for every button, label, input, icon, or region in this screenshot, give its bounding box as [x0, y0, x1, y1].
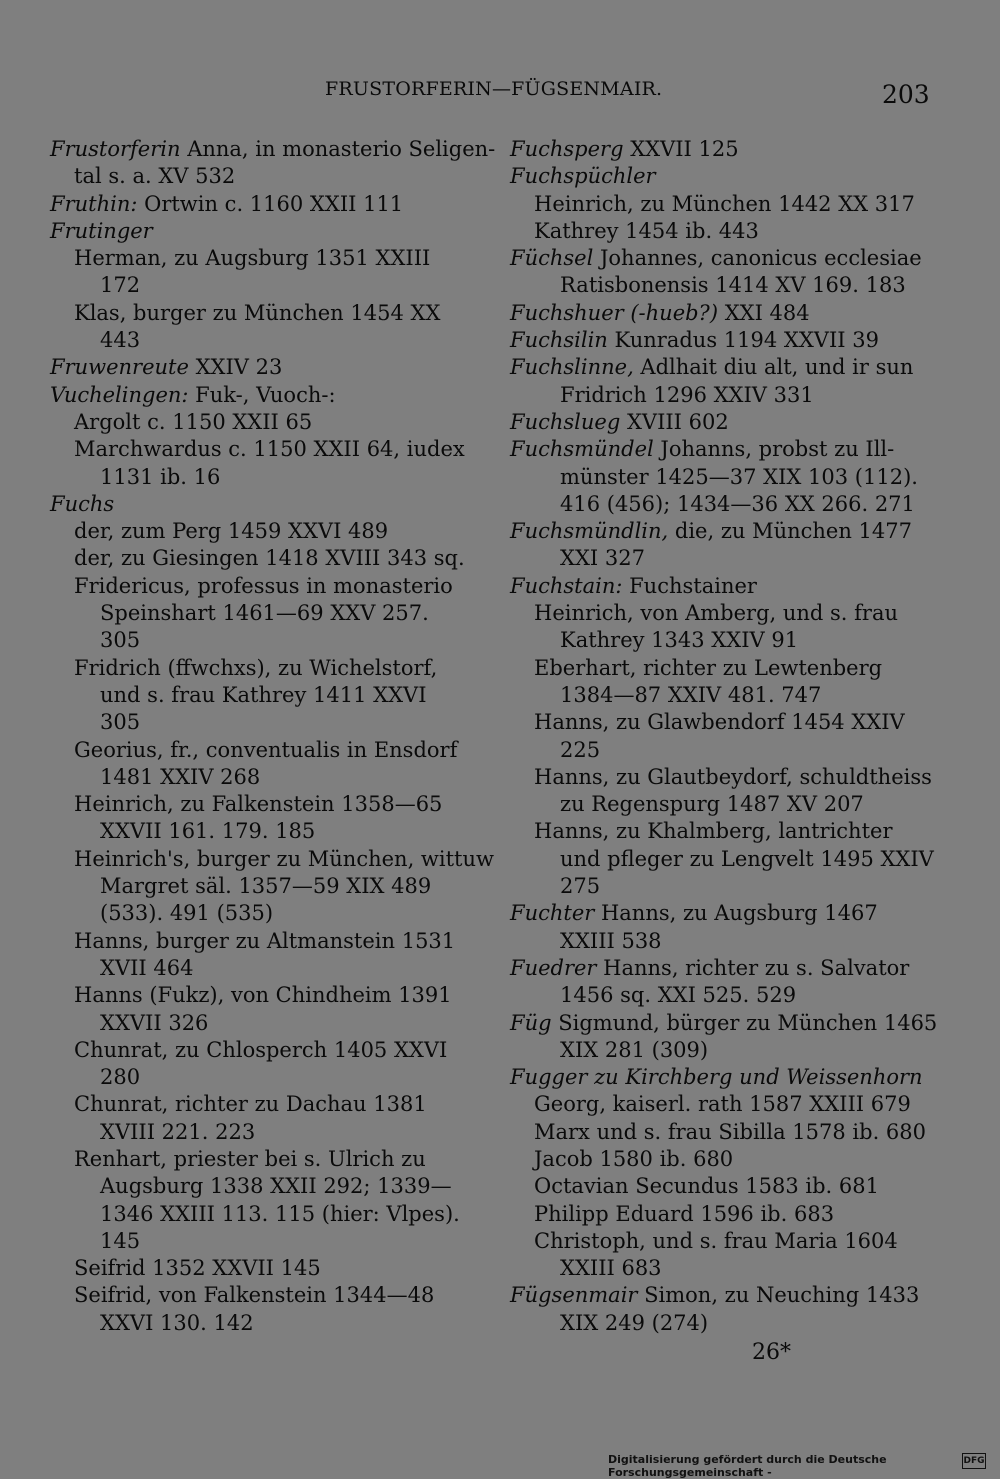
entry-text: Adlhait diu alt, und ir sun	[633, 355, 914, 380]
right-column	[510, 136, 938, 1337]
index-line	[50, 1255, 470, 1282]
index-line	[50, 900, 470, 927]
entry-text: Christoph, und s. frau Maria 1604	[534, 1228, 898, 1253]
entry-text: Margret säl. 1357—59 XIX 489	[100, 874, 432, 899]
index-line	[510, 136, 935, 163]
index-line	[50, 136, 496, 163]
entry-text: Klas, burger zu München 1454 XX	[74, 300, 441, 325]
index-line	[510, 1119, 935, 1146]
entry-text: Simon, zu Neuching 1433	[637, 1283, 920, 1308]
entry-text: Kathrey 1343 XXIV 91	[560, 628, 799, 653]
index-line	[50, 818, 470, 845]
index-line	[510, 191, 935, 218]
index-line	[510, 900, 935, 927]
index-line	[50, 655, 470, 682]
headword: Fuchter	[510, 901, 595, 926]
entry-text: 225	[560, 737, 601, 762]
index-line	[510, 846, 935, 873]
headword: Füg	[510, 1010, 552, 1035]
index-line	[510, 1282, 935, 1309]
entry-text: Hanns, zu Glawbendorf 1454 XXIV	[534, 710, 905, 735]
index-line	[50, 573, 470, 600]
entry-text: Georg, kaiserl. rath 1587 XXIII 679	[534, 1092, 911, 1117]
index-line	[50, 354, 470, 381]
entry-text: XXIV 23	[188, 355, 283, 380]
entry-text: Fridrich (ffwchxs), zu Wichelstorf,	[74, 655, 438, 680]
entry-text: Sigmund, bürger zu München 1465	[551, 1010, 938, 1035]
entry-text: Marx und s. frau Sibilla 1578 ib. 680	[534, 1119, 927, 1144]
index-line	[510, 627, 935, 654]
index-line	[50, 218, 470, 245]
entry-text: 280	[100, 1065, 141, 1090]
index-line	[50, 1173, 470, 1200]
headword: Frutinger	[50, 218, 153, 243]
entry-text: Fridericus, professus in monasterio	[74, 573, 453, 598]
index-line	[50, 272, 470, 299]
entry-text: der, zum Perg 1459 XXVI 489	[74, 519, 389, 544]
index-line	[510, 1201, 935, 1228]
index-line	[50, 955, 470, 982]
headword: Fuchsilin	[510, 328, 608, 353]
index-line	[510, 1228, 935, 1255]
entry-text: Kunradus 1194 XXVII 39	[607, 328, 879, 353]
index-line	[510, 382, 935, 409]
entry-text: Chunrat, zu Chlosperch 1405 XXVI	[74, 1037, 448, 1062]
entry-text: XXVII 125	[623, 137, 739, 161]
index-line	[510, 1064, 935, 1091]
headword: Fuchshuer (-hueb?)	[510, 300, 719, 325]
index-line	[510, 1010, 938, 1037]
footer-text: Digitalisierung gefördert durch die Deutsche Forschungsgemeinschaft -	[608, 1453, 887, 1479]
entry-text: 1384—87 XXIV 481. 747	[560, 682, 822, 707]
entry-text: Fuk-, Vuoch-:	[188, 382, 336, 407]
index-line	[50, 1037, 470, 1064]
headword: Fugger zu Kirchberg und Weissenhorn	[510, 1065, 923, 1090]
left-column	[50, 136, 496, 1337]
headword: Füchsel	[510, 246, 594, 271]
index-line	[50, 1282, 470, 1309]
entry-text: XXVI 130. 142	[100, 1310, 254, 1335]
entry-text: XXVII 161. 179. 185	[100, 819, 316, 844]
entry-text: XXIII 683	[560, 1256, 662, 1281]
index-line	[510, 709, 935, 736]
index-line	[50, 245, 470, 272]
entry-text: Kathrey 1454 ib. 443	[534, 218, 759, 243]
entry-text: Hanns, burger zu Altmanstein 1531	[74, 928, 456, 953]
index-line	[50, 737, 470, 764]
entry-text: 305	[100, 710, 141, 735]
entry-text: XXVII 326	[100, 1010, 209, 1035]
index-line	[50, 464, 470, 491]
index-line	[510, 818, 935, 845]
index-line	[510, 518, 935, 545]
entry-text: Seifrid 1352 XXVII 145	[74, 1256, 321, 1281]
headword: Fruthin:	[50, 191, 138, 216]
index-line	[50, 873, 470, 900]
index-line	[50, 1146, 470, 1173]
index-line	[50, 382, 470, 409]
entry-text: 305	[100, 628, 141, 653]
entry-text: 1131 ib. 16	[100, 464, 221, 489]
entry-text: Hanns, richter zu s. Salvator	[596, 955, 910, 980]
entry-text: Marchwardus c. 1150 XXII 64, iudex	[74, 437, 465, 462]
page-header	[0, 78, 1000, 114]
entry-text: Johannes, canonicus ecclesiae	[593, 246, 922, 271]
entry-text: 275	[560, 874, 601, 899]
entry-text: Augsburg 1338 XXII 292; 1339—	[100, 1174, 452, 1199]
index-line	[50, 709, 470, 736]
index-line	[50, 791, 470, 818]
index-line	[510, 764, 935, 791]
index-line	[50, 327, 470, 354]
headword: Fuchslueg	[510, 409, 621, 434]
index-line	[510, 163, 935, 190]
entry-text: 1346 XXIII 113. 115 (hier: Vlpes).	[100, 1201, 460, 1226]
index-line	[510, 218, 935, 245]
index-line	[50, 191, 470, 218]
index-line	[510, 873, 935, 900]
entry-text: Heinrich's, burger zu München, wittuw	[74, 846, 494, 871]
entry-text: Chunrat, richter zu Dachau 1381	[74, 1092, 427, 1117]
headword: Vuchelingen:	[50, 382, 189, 407]
index-line	[50, 846, 494, 873]
entry-text: Hanns (Fukz), von Chindheim 1391	[74, 983, 452, 1008]
entry-text: Speinshart 1461—69 XXV 257.	[100, 601, 429, 626]
index-line	[510, 300, 935, 327]
headword: Fuchspüchler	[510, 164, 656, 189]
index-line	[510, 1173, 935, 1200]
entry-text: 443	[100, 328, 141, 353]
index-line	[50, 163, 470, 190]
entry-text: Seifrid, von Falkenstein 1344—48	[74, 1283, 435, 1308]
index-line	[50, 436, 470, 463]
entry-text: Herman, zu Augsburg 1351 XXIII	[74, 246, 431, 271]
index-line	[510, 573, 935, 600]
entry-text: XVIII 602	[620, 409, 729, 434]
headword: Fuchs	[50, 491, 115, 516]
entry-text: 145	[100, 1228, 141, 1253]
headword: Frustorferin	[50, 137, 181, 161]
index-line	[50, 627, 470, 654]
index-line	[510, 1146, 935, 1173]
index-line	[50, 409, 470, 436]
signature-mark: 26*	[752, 1340, 791, 1365]
index-line	[510, 272, 935, 299]
index-line	[50, 600, 470, 627]
index-line	[510, 1037, 935, 1064]
index-line	[50, 1010, 470, 1037]
entry-text: Hanns, zu Khalmberg, lantrichter	[534, 819, 893, 844]
page-number: 203	[882, 80, 930, 109]
entry-text: Hanns, zu Glautbeydorf, schuldtheiss	[534, 764, 932, 789]
index-line	[510, 791, 935, 818]
entry-text: Heinrich, zu München 1442 XX 317	[534, 191, 915, 216]
index-line	[510, 682, 935, 709]
index-line	[50, 682, 470, 709]
index-line	[510, 600, 935, 627]
entry-text: Jacob 1580 ib. 680	[534, 1146, 734, 1171]
headword: Fuchslinne,	[510, 355, 634, 380]
dfg-logo: DFG	[962, 1453, 986, 1469]
entry-text: Ratisbonensis 1414 XV 169. 183	[560, 273, 906, 298]
headword: Fuchstain:	[510, 573, 623, 598]
index-line	[50, 1310, 470, 1337]
entry-text: Octavian Secundus 1583 ib. 681	[534, 1174, 879, 1199]
index-line	[510, 545, 935, 572]
index-line	[510, 436, 935, 463]
entry-text: Johanns, probst zu Ill-	[653, 437, 895, 462]
entry-text: XVIII 221. 223	[100, 1119, 256, 1144]
index-line	[510, 491, 935, 518]
index-line	[510, 327, 935, 354]
index-line	[50, 545, 470, 572]
index-line	[50, 1228, 470, 1255]
headword: Fügsenmair	[510, 1283, 638, 1308]
entry-text: Anna, in monasterio Seligen-	[180, 137, 496, 161]
index-line	[510, 409, 935, 436]
index-line	[510, 464, 935, 491]
entry-text: zu Regenspurg 1487 XV 207	[560, 792, 864, 817]
index-line	[510, 928, 935, 955]
index-line	[510, 354, 935, 381]
index-line	[50, 928, 470, 955]
index-line	[50, 491, 470, 518]
entry-text: Renhart, priester bei s. Ulrich zu	[74, 1146, 426, 1171]
entry-text: tal s. a. XV 532	[74, 164, 236, 189]
entry-text: XIX 249 (274)	[560, 1310, 709, 1335]
entry-text: 416 (456); 1434—36 XX 266. 271	[560, 491, 915, 516]
entry-text: die, zu München 1477	[668, 519, 912, 544]
index-line	[510, 955, 935, 982]
index-line	[510, 1091, 935, 1118]
entry-text: (533). 491 (535)	[100, 901, 274, 926]
index-line	[50, 764, 470, 791]
entry-text: münster 1425—37 XIX 103 (112).	[560, 464, 918, 489]
index-line	[50, 982, 470, 1009]
entry-text: Ortwin c. 1160 XXII 111	[137, 191, 404, 216]
entry-text: und s. frau Kathrey 1411 XXVI	[100, 682, 427, 707]
entry-text: Heinrich, zu Falkenstein 1358—65	[74, 792, 443, 817]
entry-text: 1456 sq. XXI 525. 529	[560, 983, 797, 1008]
headword: Fuedrer	[510, 955, 597, 980]
entry-text: 1481 XXIV 268	[100, 764, 261, 789]
entry-text: Fridrich 1296 XXIV 331	[560, 382, 814, 407]
index-line	[50, 1064, 470, 1091]
entry-text: 172	[100, 273, 141, 298]
headword: Fuchsmündel	[510, 437, 654, 462]
entry-text: XVII 464	[100, 955, 194, 980]
entry-text: XXIII 538	[560, 928, 662, 953]
entry-text: XXI 327	[560, 546, 645, 571]
entry-text: Fuchstainer	[622, 573, 757, 598]
index-line	[510, 982, 935, 1009]
index-line	[510, 1310, 935, 1337]
running-title: FRUSTORFERIN—FÜGSENMAIR.	[325, 78, 663, 100]
index-line	[50, 1201, 470, 1228]
entry-text: Philipp Eduard 1596 ib. 683	[534, 1201, 835, 1226]
index-line	[50, 1119, 470, 1146]
index-line	[50, 518, 470, 545]
index-line	[510, 1255, 935, 1282]
entry-text: Argolt c. 1150 XXII 65	[74, 409, 313, 434]
index-line	[510, 737, 935, 764]
headword: Fruwenreute	[50, 355, 189, 380]
entry-text: XIX 281 (309)	[560, 1037, 709, 1062]
index-line	[50, 1091, 470, 1118]
entry-text: Georius, fr., conventualis in Ensdorf	[74, 737, 458, 762]
headword: Fuchsperg	[510, 137, 624, 161]
entry-text: Hanns, zu Augsburg 1467	[594, 901, 878, 926]
headword: Fuchsmündlin,	[510, 519, 669, 544]
index-line	[50, 300, 470, 327]
entry-text: der, zu Giesingen 1418 XVIII 343 sq.	[74, 546, 465, 571]
entry-text: Eberhart, richter zu Lewtenberg	[534, 655, 883, 680]
footer	[0, 1452, 1000, 1479]
entry-text: XXI 484	[718, 300, 810, 325]
entry-text: Heinrich, von Amberg, und s. frau	[534, 601, 899, 626]
index-line	[510, 655, 935, 682]
index-line	[510, 245, 935, 272]
entry-text: und pfleger zu Lengvelt 1495 XXIV	[560, 846, 934, 871]
